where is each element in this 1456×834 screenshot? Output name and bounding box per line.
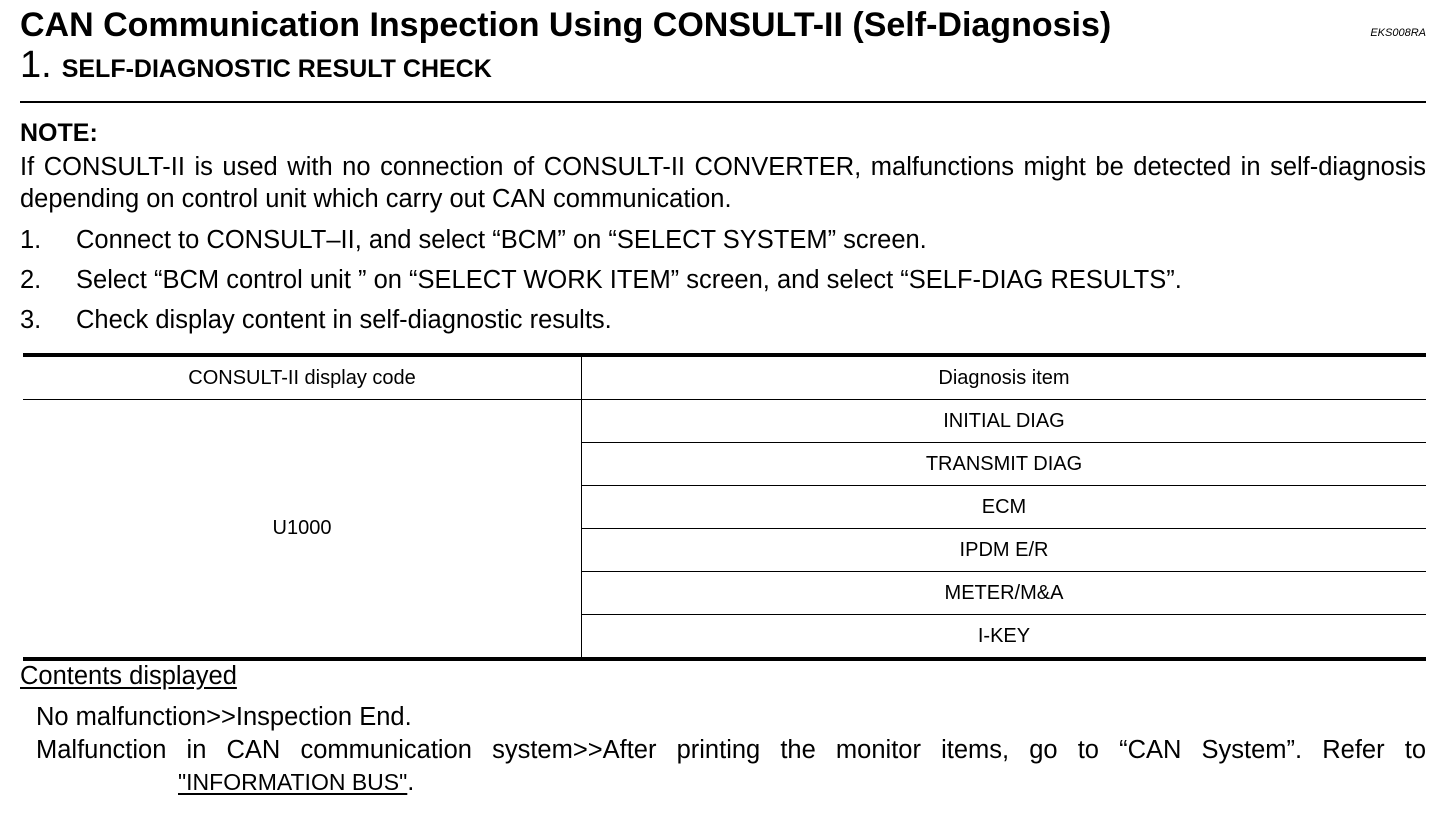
procedure-step-text: Connect to CONSULT–II, and select “BCM” on “SELECT SYSTEM” screen.: [76, 226, 927, 254]
document-code: EKS008RA: [1370, 27, 1426, 39]
diagnosis-item-cell: ECM: [582, 486, 1427, 529]
note-text: If CONSULT-II is used with no connection of CONSULT-II CONVERTER, malfunctions might be detected in self-diagnosis depending on control unit which carry out CAN communication.: [20, 153, 1426, 213]
diagnosis-item-cell: TRANSMIT DIAG: [582, 443, 1427, 486]
information-bus-link[interactable]: "INFORMATION BUS": [178, 769, 408, 795]
note-label: NOTE:: [20, 119, 98, 147]
procedure-list: [20, 224, 1426, 344]
procedure-step-number: 2.: [20, 266, 42, 294]
contents-displayed-label: Contents displayed: [20, 662, 237, 690]
diagnosis-item-cell: I-KEY: [977, 624, 1031, 647]
table-row: [23, 400, 1426, 443]
step-number: 1.: [20, 44, 52, 86]
procedure-step: [20, 264, 1426, 304]
step-heading: [20, 44, 492, 87]
step-title: SELF-DIAGNOSTIC RESULT CHECK: [61, 55, 492, 83]
procedure-step-number: 3.: [20, 306, 42, 334]
title-row: [20, 0, 1426, 48]
diagnosis-item-cell: METER/M&A: [582, 572, 1427, 615]
column-header-display-code: CONSULT-II display code: [23, 355, 582, 400]
procedure-step: [20, 224, 1426, 264]
column-header-diagnosis-item: Diagnosis item: [582, 355, 1427, 400]
diagnosis-item-cell: INITIAL DIAG: [582, 400, 1427, 443]
result-malfunction-text: Malfunction in CAN communication system>>After printing the monitor items, go to “CAN System”. Refer to: [36, 736, 1426, 764]
diagnosis-table: [23, 353, 1426, 661]
table-header-row: [23, 355, 1426, 400]
display-code-cell: U1000: [23, 400, 582, 660]
result-malfunction: [36, 734, 1426, 798]
manual-page: [20, 0, 1426, 796]
result-malfunction-ref: [36, 766, 1426, 798]
procedure-step-text: Check display content in self-diagnostic results.: [76, 306, 612, 334]
section-divider: [20, 101, 1426, 103]
result-trailing-period: .: [407, 768, 415, 796]
diagnosis-item-cell: IPDM E/R: [582, 529, 1427, 572]
procedure-step-number: 1.: [20, 226, 42, 254]
procedure-step-text: Select “BCM control unit ” on “SELECT WORK ITEM” screen, and select “SELF-DIAG RESULTS”.: [76, 266, 1182, 294]
page-title: CAN Communication Inspection Using CONSULT-II (Self-Diagnosis): [20, 6, 1112, 44]
procedure-step: [20, 304, 1426, 344]
result-no-malfunction: No malfunction>>Inspection End.: [36, 703, 412, 731]
